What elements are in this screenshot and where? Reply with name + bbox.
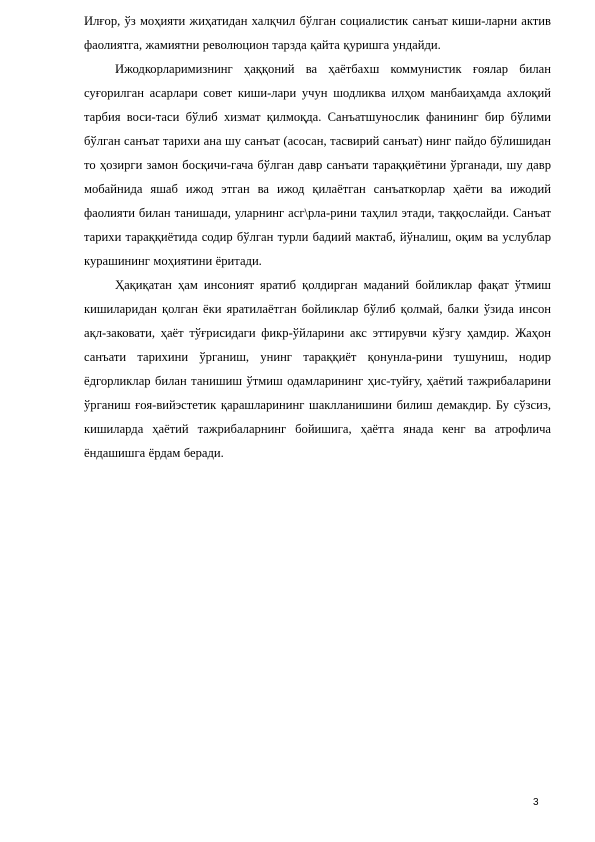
page-number: 3 bbox=[533, 797, 539, 808]
paragraph-intro: Илғор, ўз моҳияти жиҳатидан халқчил бўлган социалистик санъат киши-ларни актив фаолиятга, жамиятни революцион тарзда қайта қуришга ундайди. bbox=[84, 14, 551, 52]
paragraph-cultural-heritage: Ҳақиқатан ҳам инсоният яратиб қолдирган маданий бойликлар фақат ўтмиш кишиларидан қолган ёки яратилаётган бойликлар бўлиб қолмай, балки ўзида инсон ақл-заковати, ҳаёт тўғрисидаги фикр-ўйларини акс эттирувчи кўзгу ҳамдир. Жаҳон санъати тарихини ўрганиш, унинг тараққиёт қонунла-рини тушуниш, нодир ёдгорликлар билан танишиш ўтмиш одамларининг ҳис-туйғу, ҳаётий тажрибаларини ўрганиш ғоя-вийэстетик қарашларининг шаклланишини билиш демакдир. Бу сўзсиз, кишиларда ҳаётий тажрибаларнинг бойишига, ҳаётга янада кенг ва атрофлича ёндашишга ёрдам беради. bbox=[84, 278, 551, 460]
paragraph-art-history: Ижодкорларимизнинг ҳаққоний ва ҳаётбахш коммунистик ғоялар билан суғорилган асарлари совет киши-лари учун шодликва илҳом манбаиҳамда ахлоқий тарбия воси-таси бўлиб хизмат қилмоқда. Санъатшунослик фанининг бир бўлими бўлган санъат тарихи ана шу санъат (асосан, тасвирий санъат) нинг пайдо бўлишидан то ҳозирги замон босқичи-гача бўлган давр санъати тараққиётини ўрганади, шу давр мобайнида яшаб ижод этган ва ижод қилаётган санъаткорлар ҳаёти ва ижодий фаолияти билан танишади, уларнинг асг\рла-рини таҳлил этади, таққослайди. Санъат тарихи тараққиётида содир бўлган турли бадиий мактаб, йўналиш, оқим ва услублар курашининг моҳиятини ёритади. bbox=[84, 62, 551, 268]
body-text bbox=[84, 9, 551, 465]
